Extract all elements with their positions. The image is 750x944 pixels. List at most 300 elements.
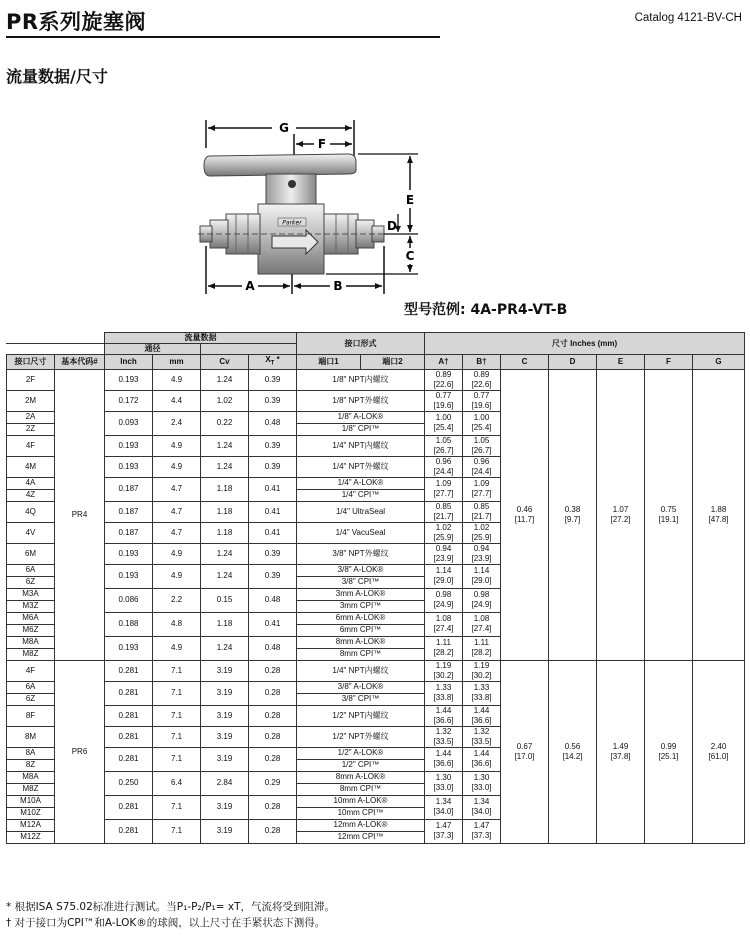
dim-b-cell <box>463 588 501 612</box>
dim-b-cell-inch: 1.14 <box>473 566 490 576</box>
port-size-cell: 6M <box>7 543 55 564</box>
port-size-cell: 6A <box>7 681 55 693</box>
dimension-label-b: B <box>333 279 343 293</box>
port-form-cell: 1/4" UltraSeal <box>297 501 425 522</box>
port-form-cell: 6mm A-LOK® <box>297 612 425 624</box>
header-dim-d: D <box>549 355 597 370</box>
dim-b-cell-mm: [37.3] <box>471 831 492 841</box>
port-form-cell: 3/8" A-LOK® <box>297 681 425 693</box>
port-size-cell: 8M <box>7 726 55 747</box>
dim-a-cell-inch: 1.00 <box>435 413 452 423</box>
header-bore: 通径 <box>105 344 201 355</box>
bore-mm-cell: 7.1 <box>153 726 201 747</box>
dimension-label-c: C <box>405 249 415 263</box>
port-form-cell: 12mm A-LOK® <box>297 819 425 831</box>
dim-b-cell-mm: [21.7] <box>471 511 492 521</box>
xt-cell: 0.39 <box>249 369 297 390</box>
dim-a-cell-inch: 1.32 <box>435 726 452 736</box>
bore-mm-cell: 4.9 <box>153 636 201 660</box>
dim-a-cell <box>425 456 463 477</box>
bore-inch-cell: 0.281 <box>105 747 153 771</box>
body-brand-text: Parker <box>282 219 302 227</box>
cv-cell: 3.19 <box>201 795 249 819</box>
xt-cell: 0.41 <box>249 501 297 522</box>
xt-cell: 0.28 <box>249 726 297 747</box>
bore-mm-cell: 6.4 <box>153 771 201 795</box>
bore-mm-cell: 7.1 <box>153 747 201 771</box>
port-form-cell: 1/4" NPT外螺纹 <box>297 456 425 477</box>
dim-b-cell-mm: [30.2] <box>471 670 492 680</box>
dim-a-cell-mm: [33.8] <box>433 693 454 703</box>
cv-cell: 1.18 <box>201 522 249 543</box>
dim-b-cell-mm: [36.6] <box>471 759 492 769</box>
cv-cell: 3.19 <box>201 705 249 726</box>
dim-a-cell-mm: [37.3] <box>433 831 454 841</box>
dim-a-cell-mm: [24.4] <box>433 466 454 476</box>
dim-b-cell <box>463 747 501 771</box>
dim-a-cell <box>425 501 463 522</box>
dim-a-cell-mm: [34.0] <box>433 807 454 817</box>
basic-code-cell: PR6 <box>55 660 105 843</box>
dim-b-cell-inch: 1.09 <box>473 479 490 489</box>
dim-b-cell-inch: 1.34 <box>473 797 490 807</box>
dim-a-cell-inch: 1.02 <box>435 522 452 532</box>
dim-a-cell-inch: 0.85 <box>435 501 452 511</box>
dim-b-cell-mm: [33.8] <box>471 693 492 703</box>
dim-b-cell <box>463 819 501 843</box>
section-title: 流量数据/尺寸 <box>6 67 108 86</box>
header-port-form: 接口形式 <box>297 333 425 355</box>
port-form-cell: 12mm CPI™ <box>297 831 425 843</box>
dim-e-cell-inch: 1.07 <box>612 504 629 514</box>
port-form-cell: 1/2" NPT内螺纹 <box>297 705 425 726</box>
dim-b-cell-inch: 1.33 <box>473 683 490 693</box>
xt-cell: 0.41 <box>249 612 297 636</box>
dim-c-cell <box>501 660 549 843</box>
dim-a-cell <box>425 681 463 705</box>
dim-b-cell <box>463 435 501 456</box>
cv-cell: 1.24 <box>201 456 249 477</box>
dim-b-cell <box>463 456 501 477</box>
dim-a-cell-mm: [36.6] <box>433 715 454 725</box>
port-size-cell: M3A <box>7 588 55 600</box>
dim-a-cell-inch: 1.33 <box>435 683 452 693</box>
dim-d-cell-inch: 0.38 <box>564 504 581 514</box>
header-dim-g: G <box>693 355 745 370</box>
dim-a-cell-mm: [33.5] <box>433 736 454 746</box>
port-form-cell: 8mm A-LOK® <box>297 771 425 783</box>
dim-d-cell-inch: 0.56 <box>564 741 581 751</box>
dim-f-cell-mm: [25.1] <box>658 751 679 761</box>
dim-a-cell-inch: 1.05 <box>435 435 452 445</box>
bore-inch-cell: 0.093 <box>105 411 153 435</box>
dim-a-cell-mm: [26.7] <box>433 445 454 455</box>
catalog-number: Catalog 4121-BV-CH <box>634 12 742 24</box>
bore-mm-cell: 7.1 <box>153 795 201 819</box>
dim-b-cell <box>463 543 501 564</box>
dim-f-cell-inch: 0.75 <box>660 504 677 514</box>
dim-e-cell <box>597 369 645 660</box>
dim-b-cell-mm: [33.0] <box>471 783 492 793</box>
bore-mm-cell: 4.4 <box>153 390 201 411</box>
port-form-cell: 1/4" CPI™ <box>297 489 425 501</box>
port-form-cell: 8mm CPI™ <box>297 648 425 660</box>
table-row <box>7 660 745 681</box>
port-size-cell: M10A <box>7 795 55 807</box>
bore-mm-cell: 4.8 <box>153 612 201 636</box>
cv-cell: 3.19 <box>201 819 249 843</box>
port-size-cell: 6A <box>7 564 55 576</box>
xt-cell: 0.41 <box>249 477 297 501</box>
blank-header-2 <box>7 344 105 355</box>
dim-b-cell-inch: 1.00 <box>473 413 490 423</box>
port-size-cell: 2Z <box>7 423 55 435</box>
port-size-cell: M12A <box>7 819 55 831</box>
cv-cell: 1.24 <box>201 369 249 390</box>
bore-mm-cell: 2.4 <box>153 411 201 435</box>
bore-mm-cell: 4.7 <box>153 501 201 522</box>
bore-inch-cell: 0.250 <box>105 771 153 795</box>
xt-cell: 0.39 <box>249 564 297 588</box>
dim-a-cell-inch: 0.98 <box>435 590 452 600</box>
dim-b-cell-mm: [34.0] <box>471 807 492 817</box>
port-form-cell: 3/8" CPI™ <box>297 576 425 588</box>
dim-a-cell-inch: 1.30 <box>435 773 452 783</box>
dim-a-cell <box>425 771 463 795</box>
dim-a-cell-inch: 1.09 <box>435 479 452 489</box>
dim-b-cell-mm: [24.4] <box>471 466 492 476</box>
port-form-cell: 8mm A-LOK® <box>297 636 425 648</box>
header-dim-f: F <box>645 355 693 370</box>
xt-cell: 0.28 <box>249 681 297 705</box>
cv-cell: 1.24 <box>201 543 249 564</box>
port-size-cell: M3Z <box>7 600 55 612</box>
dim-b-cell-mm: [36.6] <box>471 715 492 725</box>
dim-a-cell-mm: [21.7] <box>433 511 454 521</box>
dim-a-cell-mm: [29.0] <box>433 576 454 586</box>
cv-cell: 3.19 <box>201 660 249 681</box>
spec-table-body <box>7 369 745 843</box>
cv-cell: 3.19 <box>201 726 249 747</box>
cv-cell: 1.18 <box>201 477 249 501</box>
bore-inch-cell: 0.172 <box>105 390 153 411</box>
bore-inch-cell: 0.193 <box>105 435 153 456</box>
dimension-label-a: A <box>245 279 255 293</box>
port-size-cell: 6Z <box>7 576 55 588</box>
dim-b-cell <box>463 705 501 726</box>
header-xt: $X_T$ * <box>249 355 297 370</box>
dim-a-cell-mm: [28.2] <box>433 648 454 658</box>
dim-b-cell <box>463 795 501 819</box>
port-form-cell: 8mm CPI™ <box>297 783 425 795</box>
dimension-label-e: E <box>405 193 415 207</box>
cv-cell: 0.15 <box>201 588 249 612</box>
dimension-label-g: G <box>279 121 289 135</box>
xt-cell: 0.39 <box>249 435 297 456</box>
dim-a-cell <box>425 795 463 819</box>
port-form-cell: 10mm CPI™ <box>297 807 425 819</box>
xt-cell: 0.48 <box>249 588 297 612</box>
header-port-size: 接口尺寸 <box>7 355 55 370</box>
port-form-cell: 1/4" NPT内螺纹 <box>297 660 425 681</box>
dim-a-cell <box>425 660 463 681</box>
bore-mm-cell: 4.9 <box>153 456 201 477</box>
bore-inch-cell: 0.193 <box>105 543 153 564</box>
header-end2: 端口2 <box>361 355 425 370</box>
basic-code-cell: PR4 <box>55 369 105 660</box>
dim-b-cell-inch: 0.77 <box>473 390 490 400</box>
dim-a-cell-inch: 1.11 <box>436 638 451 648</box>
dim-a-cell-inch: 1.08 <box>435 614 452 624</box>
port-form-cell: 6mm CPI™ <box>297 624 425 636</box>
cv-cell: 1.18 <box>201 612 249 636</box>
bore-inch-cell: 0.281 <box>105 705 153 726</box>
port-size-cell: 4F <box>7 435 55 456</box>
dim-b-cell <box>463 411 501 435</box>
port-form-cell: 1/2" A-LOK® <box>297 747 425 759</box>
bore-mm-cell: 7.1 <box>153 819 201 843</box>
dim-a-cell-inch: 1.44 <box>435 705 452 715</box>
dim-a-cell <box>425 588 463 612</box>
dim-a-cell-mm: [23.9] <box>433 553 454 563</box>
model-example: 型号范例: 4A-PR4-VT-B <box>404 302 568 318</box>
dim-b-cell <box>463 522 501 543</box>
footnote-asterisk: * 根据ISA S75.02标准进行测试。当P₁-P₂/P₁= xT，气流将受到阻滞。 <box>6 901 336 913</box>
port-size-cell: 6Z <box>7 693 55 705</box>
port-size-cell: 2A <box>7 411 55 423</box>
port-size-cell: 2M <box>7 390 55 411</box>
dim-a-cell-mm: [19.6] <box>433 400 454 410</box>
port-size-cell: 4Q <box>7 501 55 522</box>
cv-cell: 1.24 <box>201 564 249 588</box>
cv-cell: 1.24 <box>201 435 249 456</box>
header-dim-c: C <box>501 355 549 370</box>
dim-a-cell-mm: [22.6] <box>433 379 454 389</box>
bore-inch-cell: 0.281 <box>105 819 153 843</box>
dim-a-cell <box>425 564 463 588</box>
dim-a-cell-mm: [33.0] <box>433 783 454 793</box>
dim-b-cell-mm: [28.2] <box>471 648 492 658</box>
xt-cell: 0.29 <box>249 771 297 795</box>
dim-d-cell <box>549 660 597 843</box>
bore-inch-cell: 0.281 <box>105 660 153 681</box>
dim-b-cell-inch: 1.32 <box>473 726 490 736</box>
cv-cell: 1.24 <box>201 636 249 660</box>
dim-b-cell-mm: [24.9] <box>471 600 492 610</box>
header-mm: mm <box>153 355 201 370</box>
port-size-cell: 4A <box>7 477 55 489</box>
dim-b-cell-inch: 1.30 <box>473 773 490 783</box>
header-inch: Inch <box>105 355 153 370</box>
xt-cell: 0.28 <box>249 819 297 843</box>
port-form-cell: 3mm A-LOK® <box>297 588 425 600</box>
dim-g-cell-inch: 1.88 <box>710 504 727 514</box>
dim-a-cell <box>425 705 463 726</box>
footnotes <box>6 899 335 931</box>
spec-table <box>6 332 745 844</box>
bore-mm-cell: 7.1 <box>153 660 201 681</box>
dim-f-cell <box>645 660 693 843</box>
port-size-cell: M6Z <box>7 624 55 636</box>
dimension-label-d: D <box>387 219 397 233</box>
header-end1: 端口1 <box>297 355 361 370</box>
dim-c-cell-inch: 0.67 <box>516 741 533 751</box>
dim-a-cell-mm: [27.4] <box>433 624 454 634</box>
dim-a-cell-mm: [25.4] <box>433 423 454 433</box>
port-size-cell: M8A <box>7 771 55 783</box>
dim-f-cell-mm: [19.1] <box>658 514 679 524</box>
bore-mm-cell: 2.2 <box>153 588 201 612</box>
cv-cell: 3.19 <box>201 681 249 705</box>
bore-inch-cell: 0.188 <box>105 612 153 636</box>
xt-cell: 0.28 <box>249 795 297 819</box>
dim-g-cell-mm: [47.8] <box>708 514 729 524</box>
header-cv: Cv <box>201 355 249 370</box>
bore-inch-cell: 0.086 <box>105 588 153 612</box>
cv-cell: 1.02 <box>201 390 249 411</box>
xt-cell: 0.48 <box>249 411 297 435</box>
header-basic-code: 基本代码# <box>55 355 105 370</box>
port-form-cell: 1/8" CPI™ <box>297 423 425 435</box>
bore-mm-cell: 7.1 <box>153 705 201 726</box>
valve-dimension-diagram <box>196 118 446 296</box>
dim-b-cell-inch: 1.19 <box>473 660 490 670</box>
dim-b-cell-mm: [33.5] <box>471 736 492 746</box>
dim-a-cell <box>425 543 463 564</box>
port-form-cell: 1/2" CPI™ <box>297 759 425 771</box>
bore-inch-cell: 0.193 <box>105 456 153 477</box>
xt-cell: 0.39 <box>249 543 297 564</box>
dim-b-cell-mm: [26.7] <box>471 445 492 455</box>
dim-a-cell-inch: 1.47 <box>435 821 452 831</box>
dim-b-cell-inch: 1.11 <box>474 638 489 648</box>
bore-inch-cell: 0.281 <box>105 726 153 747</box>
bore-mm-cell: 4.9 <box>153 369 201 390</box>
dim-d-cell <box>549 369 597 660</box>
dim-g-cell <box>693 369 745 660</box>
port-form-cell: 1/8" A-LOK® <box>297 411 425 423</box>
port-form-cell: 1/4" A-LOK® <box>297 477 425 489</box>
dim-a-cell-inch: 0.94 <box>435 543 452 553</box>
bore-mm-cell: 4.7 <box>153 477 201 501</box>
port-form-cell: 10mm A-LOK® <box>297 795 425 807</box>
title-rule <box>6 36 440 38</box>
port-size-cell: M6A <box>7 612 55 624</box>
port-size-cell: M8Z <box>7 648 55 660</box>
dim-f-cell <box>645 369 693 660</box>
dim-b-cell <box>463 564 501 588</box>
port-size-cell: M10Z <box>7 807 55 819</box>
dim-a-cell-mm: [24.9] <box>433 600 454 610</box>
port-size-cell: M12Z <box>7 831 55 843</box>
dim-g-cell-mm: [61.0] <box>708 751 729 761</box>
port-form-cell: 1/4" NPT内螺纹 <box>297 435 425 456</box>
dim-c-cell-mm: [17.0] <box>514 751 535 761</box>
header-dim-a: A† <box>425 355 463 370</box>
port-form-cell: 1/2" NPT外螺纹 <box>297 726 425 747</box>
port-form-cell: 3/8" A-LOK® <box>297 564 425 576</box>
dim-a-cell-mm: [36.6] <box>433 759 454 769</box>
dim-b-cell <box>463 369 501 390</box>
dim-e-cell-mm: [37.8] <box>610 751 631 761</box>
cv-cell: 3.19 <box>201 747 249 771</box>
dim-b-cell-mm: [25.9] <box>471 532 492 542</box>
xt-cell: 0.28 <box>249 660 297 681</box>
dim-b-cell <box>463 501 501 522</box>
bore-mm-cell: 4.9 <box>153 435 201 456</box>
bore-mm-cell: 4.9 <box>153 564 201 588</box>
footnote-dagger: † 对于接口为CPI™和A-LOK®的球阀，以上尺寸在手紧状态下测得。 <box>6 917 326 929</box>
bore-inch-cell: 0.193 <box>105 636 153 660</box>
header-dim-b: B† <box>463 355 501 370</box>
dim-c-cell <box>501 369 549 660</box>
dim-a-cell <box>425 522 463 543</box>
dim-b-cell-inch: 1.08 <box>473 614 490 624</box>
dim-b-cell-inch: 0.98 <box>473 590 490 600</box>
dim-c-cell-mm: [11.7] <box>514 514 535 524</box>
dim-a-cell <box>425 636 463 660</box>
dim-b-cell-mm: [23.9] <box>471 553 492 563</box>
dim-e-cell-inch: 1.49 <box>612 741 629 751</box>
dim-b-cell-inch: 1.05 <box>473 435 490 445</box>
header-dim-e: E <box>597 355 645 370</box>
port-form-cell: 1/8" NPT内螺纹 <box>297 369 425 390</box>
port-size-cell: M8Z <box>7 783 55 795</box>
dim-b-cell-mm: [19.6] <box>471 400 492 410</box>
dim-d-cell-mm: [9.7] <box>564 514 581 524</box>
dim-a-cell <box>425 435 463 456</box>
dim-a-cell <box>425 747 463 771</box>
dim-a-cell-mm: [25.9] <box>433 532 454 542</box>
dim-b-cell-inch: 1.44 <box>473 749 490 759</box>
dim-b-cell-inch: 1.47 <box>473 821 490 831</box>
cv-cell: 2.84 <box>201 771 249 795</box>
port-form-cell: 1/8" NPT外螺纹 <box>297 390 425 411</box>
dim-a-cell-inch: 1.44 <box>435 749 452 759</box>
dim-b-cell-inch: 1.44 <box>473 705 490 715</box>
port-size-cell: M8A <box>7 636 55 648</box>
port-size-cell: 8A <box>7 747 55 759</box>
bore-inch-cell: 0.187 <box>105 522 153 543</box>
dimension-label-f: F <box>317 137 327 151</box>
port-form-cell: 3/8" CPI™ <box>297 693 425 705</box>
dim-b-cell <box>463 771 501 795</box>
dim-a-cell <box>425 477 463 501</box>
dim-a-cell-inch: 0.77 <box>435 390 452 400</box>
xt-cell: 0.39 <box>249 456 297 477</box>
dim-b-cell-inch: 0.96 <box>473 456 490 466</box>
dim-b-cell-inch: 0.94 <box>473 543 490 553</box>
dim-a-cell <box>425 819 463 843</box>
dim-a-cell <box>425 612 463 636</box>
bore-inch-cell: 0.281 <box>105 795 153 819</box>
page-title: PR系列旋塞阀 <box>6 10 147 34</box>
dim-a-cell-inch: 0.89 <box>435 369 452 379</box>
dim-b-cell <box>463 636 501 660</box>
port-size-cell: 4M <box>7 456 55 477</box>
xt-cell: 0.39 <box>249 390 297 411</box>
dim-b-cell-inch: 1.02 <box>473 522 490 532</box>
dim-c-cell-inch: 0.46 <box>516 504 533 514</box>
xt-cell: 0.48 <box>249 636 297 660</box>
port-size-cell: 4Z <box>7 489 55 501</box>
dim-a-cell-inch: 1.14 <box>435 566 452 576</box>
dim-b-cell-inch: 0.89 <box>473 369 490 379</box>
dim-g-cell <box>693 660 745 843</box>
dim-b-cell-inch: 0.85 <box>473 501 490 511</box>
bore-inch-cell: 0.187 <box>105 501 153 522</box>
dim-b-cell <box>463 681 501 705</box>
